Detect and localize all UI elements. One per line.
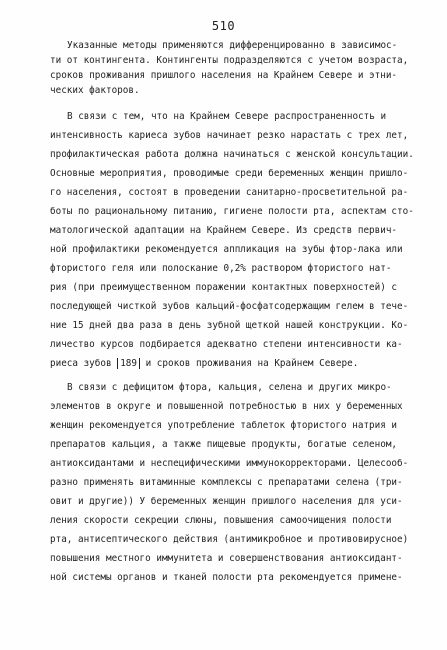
text-line: сроков проживания пришлого населения на Крайнем Севере и этни- (50, 70, 398, 81)
text-line: В связи с дефицитом фтора, кальция, селена и других микро- (67, 382, 392, 393)
text-line: рта, антисептического действия (антимикробное и противовирусное) (50, 534, 409, 545)
text-line: элементов в округе и повышенной потребностью в них у беременных (50, 401, 403, 412)
text-line: матологической адаптации на Крайнем Севере. Из средств первич- (50, 225, 398, 236)
text-line: антиоксидантами и неспецифическими иммунокорректорами. Целесооб- (50, 458, 409, 469)
text-line: овит и другие)) У беременных женщин пришлого населения для уси- (50, 496, 403, 507)
text-line: интенсивность кариеса зубов начинает резко нарастать с трех лет, (50, 130, 409, 141)
text-line: личество курсов подбирается адекватно степени интенсивности ка- (50, 339, 403, 350)
text-line: повышения местного иммунитета и совершенствования антиоксидант- (50, 553, 403, 564)
text-line: ние 15 дней два раза в день зубной щеткой нашей конструкции. Ко- (50, 320, 409, 331)
page-number: 510 (211, 19, 236, 33)
text-line: Основные мероприятия, проводимые среди беременных женщин пришло- (50, 168, 409, 179)
text-line: го населения, состоят в проведении санитарно-просветительной ра- (50, 187, 409, 198)
citation-reference: 189 (117, 358, 140, 369)
text-line: Указанные методы применяются дифференцированно в зависимос- (67, 40, 398, 51)
text-line: ти от контингента. Контингенты подразделяются с учетом возраста, (50, 55, 409, 66)
text-line: ной системы органов и тканей полости рта рекомендуется примене- (50, 572, 403, 583)
text-line: боты по рациональному питанию, гигиене полости рта, аспектам сто- (50, 206, 414, 217)
text-line: ления скорости секреции слюны, повышения самоочищения полости (50, 515, 392, 526)
text-line: последующей чисткой зубов кальций-фосфатсодержащим гелем в тече- (50, 301, 409, 312)
text-line: препаратов кальция, а также пищевые продукты, богатые селеном, (50, 439, 398, 450)
text-line: разно применять витаминные комплексы с препаратами селена (три- (50, 477, 403, 488)
text-line: В связи с тем, что на Крайнем Севере распространенность и (67, 111, 387, 122)
text-segment: риеса зубов (50, 358, 112, 369)
text-line: рия (при преимущественном поражении контактных поверхностей) с (50, 282, 398, 293)
text-line: профилактическая работа должна начинаться с женской консультации. (50, 149, 414, 160)
text-segment: и сроков проживания на Крайнем Севере. (145, 358, 359, 369)
text-line: ческих факторов. (50, 85, 140, 96)
text-line: фтористого геля или полоскание 0,2% раствором фтористого нат- (50, 263, 392, 274)
text-line: ной профилактики рекомендуется аппликация на зубы фтор-лака или (50, 244, 403, 255)
text-line (50, 358, 358, 370)
text-line: женщин рекомендуется употребление таблеток фтористого натрия и (50, 420, 398, 431)
